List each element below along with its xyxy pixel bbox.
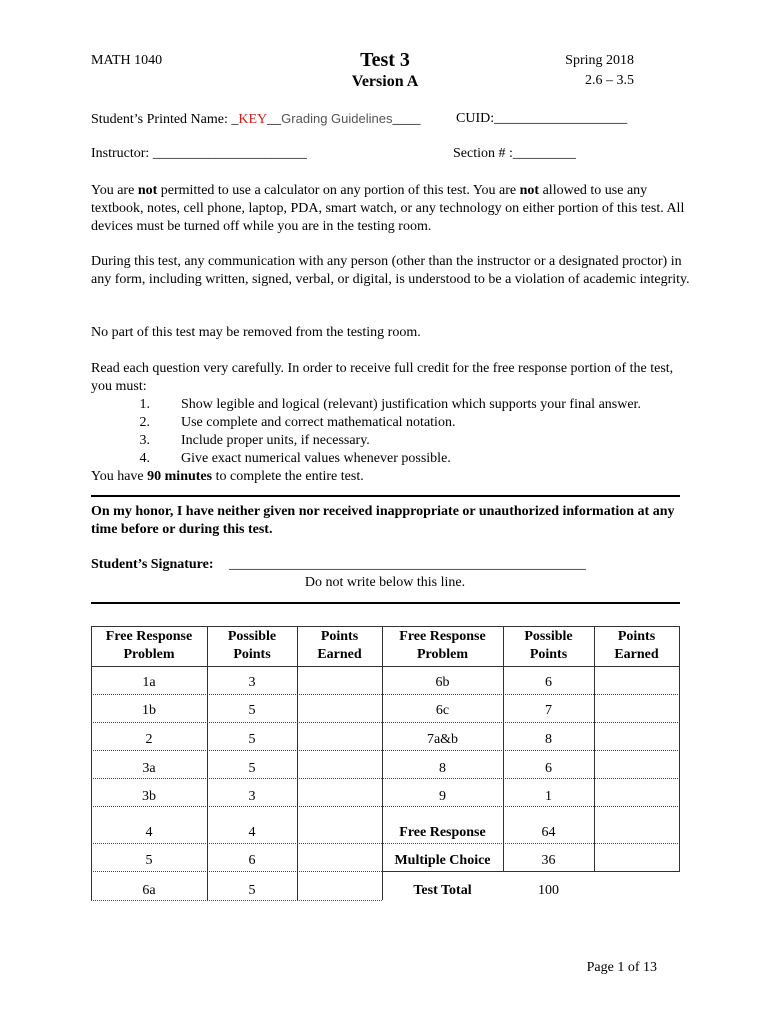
section-field: Section # :_________ bbox=[453, 146, 576, 161]
problem-cell: 6a bbox=[142, 883, 156, 898]
instructor-field: Instructor: ______________________ bbox=[91, 146, 307, 161]
grading-guidelines-text: Grading Guidelines bbox=[281, 111, 393, 126]
item-number: 4. bbox=[139, 451, 150, 466]
row-divider bbox=[382, 871, 680, 872]
header-line: Points bbox=[617, 629, 656, 644]
integrity-policy: During this test, any communication with any person (other than the instructor or a designated proctor) in any form, including written, signed, verbal, or digital, is understood to be a violation of academic integrity. bbox=[91, 254, 690, 287]
row-divider bbox=[91, 778, 382, 779]
student-name-label: Student’s Printed Name: _ bbox=[91, 112, 239, 127]
row-divider bbox=[91, 722, 382, 723]
summary-label: Test Total bbox=[413, 883, 472, 898]
row-divider bbox=[91, 900, 382, 901]
policy-not-1: not bbox=[137, 183, 158, 198]
header-earned-left bbox=[297, 628, 382, 664]
table-header-border bbox=[91, 666, 680, 667]
sections-covered: 2.6 – 3.5 bbox=[585, 73, 634, 88]
points-cell: 4 bbox=[248, 825, 256, 840]
header-line: Points bbox=[233, 647, 271, 662]
header-earned-right bbox=[594, 628, 679, 664]
item-text: Show legible and logical (relevant) justification which supports your final answer. bbox=[181, 397, 641, 412]
row-divider bbox=[382, 750, 680, 751]
row-divider bbox=[91, 750, 382, 751]
item-number: 3. bbox=[139, 433, 150, 448]
test-version: Version A bbox=[351, 73, 419, 90]
points-cell: 5 bbox=[248, 761, 256, 776]
summary-points: 36 bbox=[541, 853, 556, 868]
points-cell: 8 bbox=[545, 732, 552, 747]
policy-text-1: You are bbox=[91, 183, 138, 198]
item-text: Give exact numerical values whenever possible. bbox=[181, 451, 451, 466]
signature-label: Student’s Signature: bbox=[91, 557, 214, 572]
problem-cell: 3b bbox=[142, 789, 156, 804]
points-cell: 7 bbox=[545, 703, 552, 718]
points-cell: 5 bbox=[248, 732, 256, 747]
item-text: Use complete and correct mathematical notation. bbox=[181, 415, 456, 430]
row-divider bbox=[382, 843, 680, 844]
policy-text-3: allowed to use any textbook, notes, cell phone, laptop, PDA, smart watch, or any technology on either portion of this test. All devices must be turned off while you are in the testing room. bbox=[91, 183, 685, 234]
page-number: Page 1 of 13 bbox=[586, 960, 657, 975]
row-divider bbox=[91, 806, 382, 807]
table-top-border bbox=[91, 626, 680, 627]
problem-cell: 6c bbox=[435, 703, 450, 718]
summary-label: Free Response bbox=[399, 825, 486, 840]
problem-cell: 8 bbox=[439, 761, 446, 776]
problem-cell: 7a&b bbox=[426, 732, 459, 747]
summary-label: Multiple Choice bbox=[394, 853, 491, 868]
problem-cell: 1b bbox=[142, 703, 156, 718]
header-problem-left bbox=[91, 628, 207, 664]
removal-policy: No part of this test may be removed from the testing room. bbox=[91, 325, 421, 340]
row-divider bbox=[91, 694, 382, 695]
signature-line: ___________________________________________________ bbox=[229, 557, 586, 572]
policy-text-2: permitted to use a calculator on any portion of this test. You are bbox=[157, 183, 520, 198]
summary-points: 64 bbox=[541, 825, 556, 840]
header-line: Earned bbox=[317, 647, 362, 662]
term: Spring 2018 bbox=[565, 53, 634, 68]
row-divider bbox=[382, 694, 680, 695]
header-line: Possible bbox=[227, 629, 277, 644]
header-line: Problem bbox=[416, 647, 469, 662]
row-divider bbox=[382, 778, 680, 779]
test-title: Test 3 bbox=[360, 49, 410, 71]
problem-cell: 3a bbox=[142, 761, 156, 776]
problem-cell: 1a bbox=[142, 675, 156, 690]
time-post: to complete the entire test. bbox=[212, 469, 364, 484]
no-write-notice: Do not write below this line. bbox=[304, 575, 466, 590]
header-line: Free Response bbox=[399, 629, 486, 644]
item-number: 1. bbox=[139, 397, 150, 412]
points-cell: 6 bbox=[545, 675, 552, 690]
item-text: Include proper units, if necessary. bbox=[181, 433, 370, 448]
problem-cell: 6b bbox=[435, 675, 450, 690]
points-cell: 6 bbox=[248, 853, 256, 868]
points-cell: 3 bbox=[248, 675, 256, 690]
problem-cell: 9 bbox=[439, 789, 446, 804]
problem-cell: 2 bbox=[145, 732, 153, 747]
policy-not-2: not bbox=[519, 183, 540, 198]
header-problem-right bbox=[382, 628, 503, 664]
instructions-intro: Read each question very carefully. In order to receive full credit for the free response portion of the test, you must: bbox=[91, 361, 674, 394]
time-value: 90 minutes bbox=[147, 469, 213, 484]
name-trail: ____ bbox=[392, 112, 421, 127]
honor-statement: On my honor, I have neither given nor received inappropriate or unauthorized information at any time before or during this test. bbox=[91, 504, 675, 537]
header-line: Earned bbox=[614, 647, 659, 662]
points-cell: 6 bbox=[545, 761, 552, 776]
col-divider bbox=[297, 626, 298, 900]
key-sep: __ bbox=[267, 112, 282, 127]
row-divider bbox=[382, 722, 680, 723]
problem-cell: 5 bbox=[145, 853, 153, 868]
points-cell: 5 bbox=[248, 883, 256, 898]
row-divider bbox=[91, 843, 382, 844]
header-possible-right bbox=[503, 628, 594, 664]
row-divider bbox=[382, 806, 680, 807]
key-text: KEY bbox=[238, 112, 268, 127]
points-cell: 3 bbox=[248, 789, 256, 804]
header-line: Free Response bbox=[105, 629, 193, 644]
summary-points: 100 bbox=[538, 883, 559, 898]
points-cell: 1 bbox=[545, 789, 552, 804]
col-divider bbox=[679, 626, 680, 871]
points-cell: 5 bbox=[248, 703, 256, 718]
item-number: 2. bbox=[139, 415, 150, 430]
course-code: MATH 1040 bbox=[91, 53, 163, 68]
problem-cell: 4 bbox=[145, 825, 153, 840]
header-line: Possible bbox=[524, 629, 573, 644]
header-possible-left bbox=[207, 628, 297, 664]
header-line: Points bbox=[529, 647, 568, 662]
header-line: Problem bbox=[123, 647, 175, 662]
header-line: Points bbox=[320, 629, 359, 644]
cuid-field: CUID:___________________ bbox=[456, 111, 628, 126]
row-divider bbox=[91, 871, 382, 872]
time-pre: You have bbox=[91, 469, 148, 484]
